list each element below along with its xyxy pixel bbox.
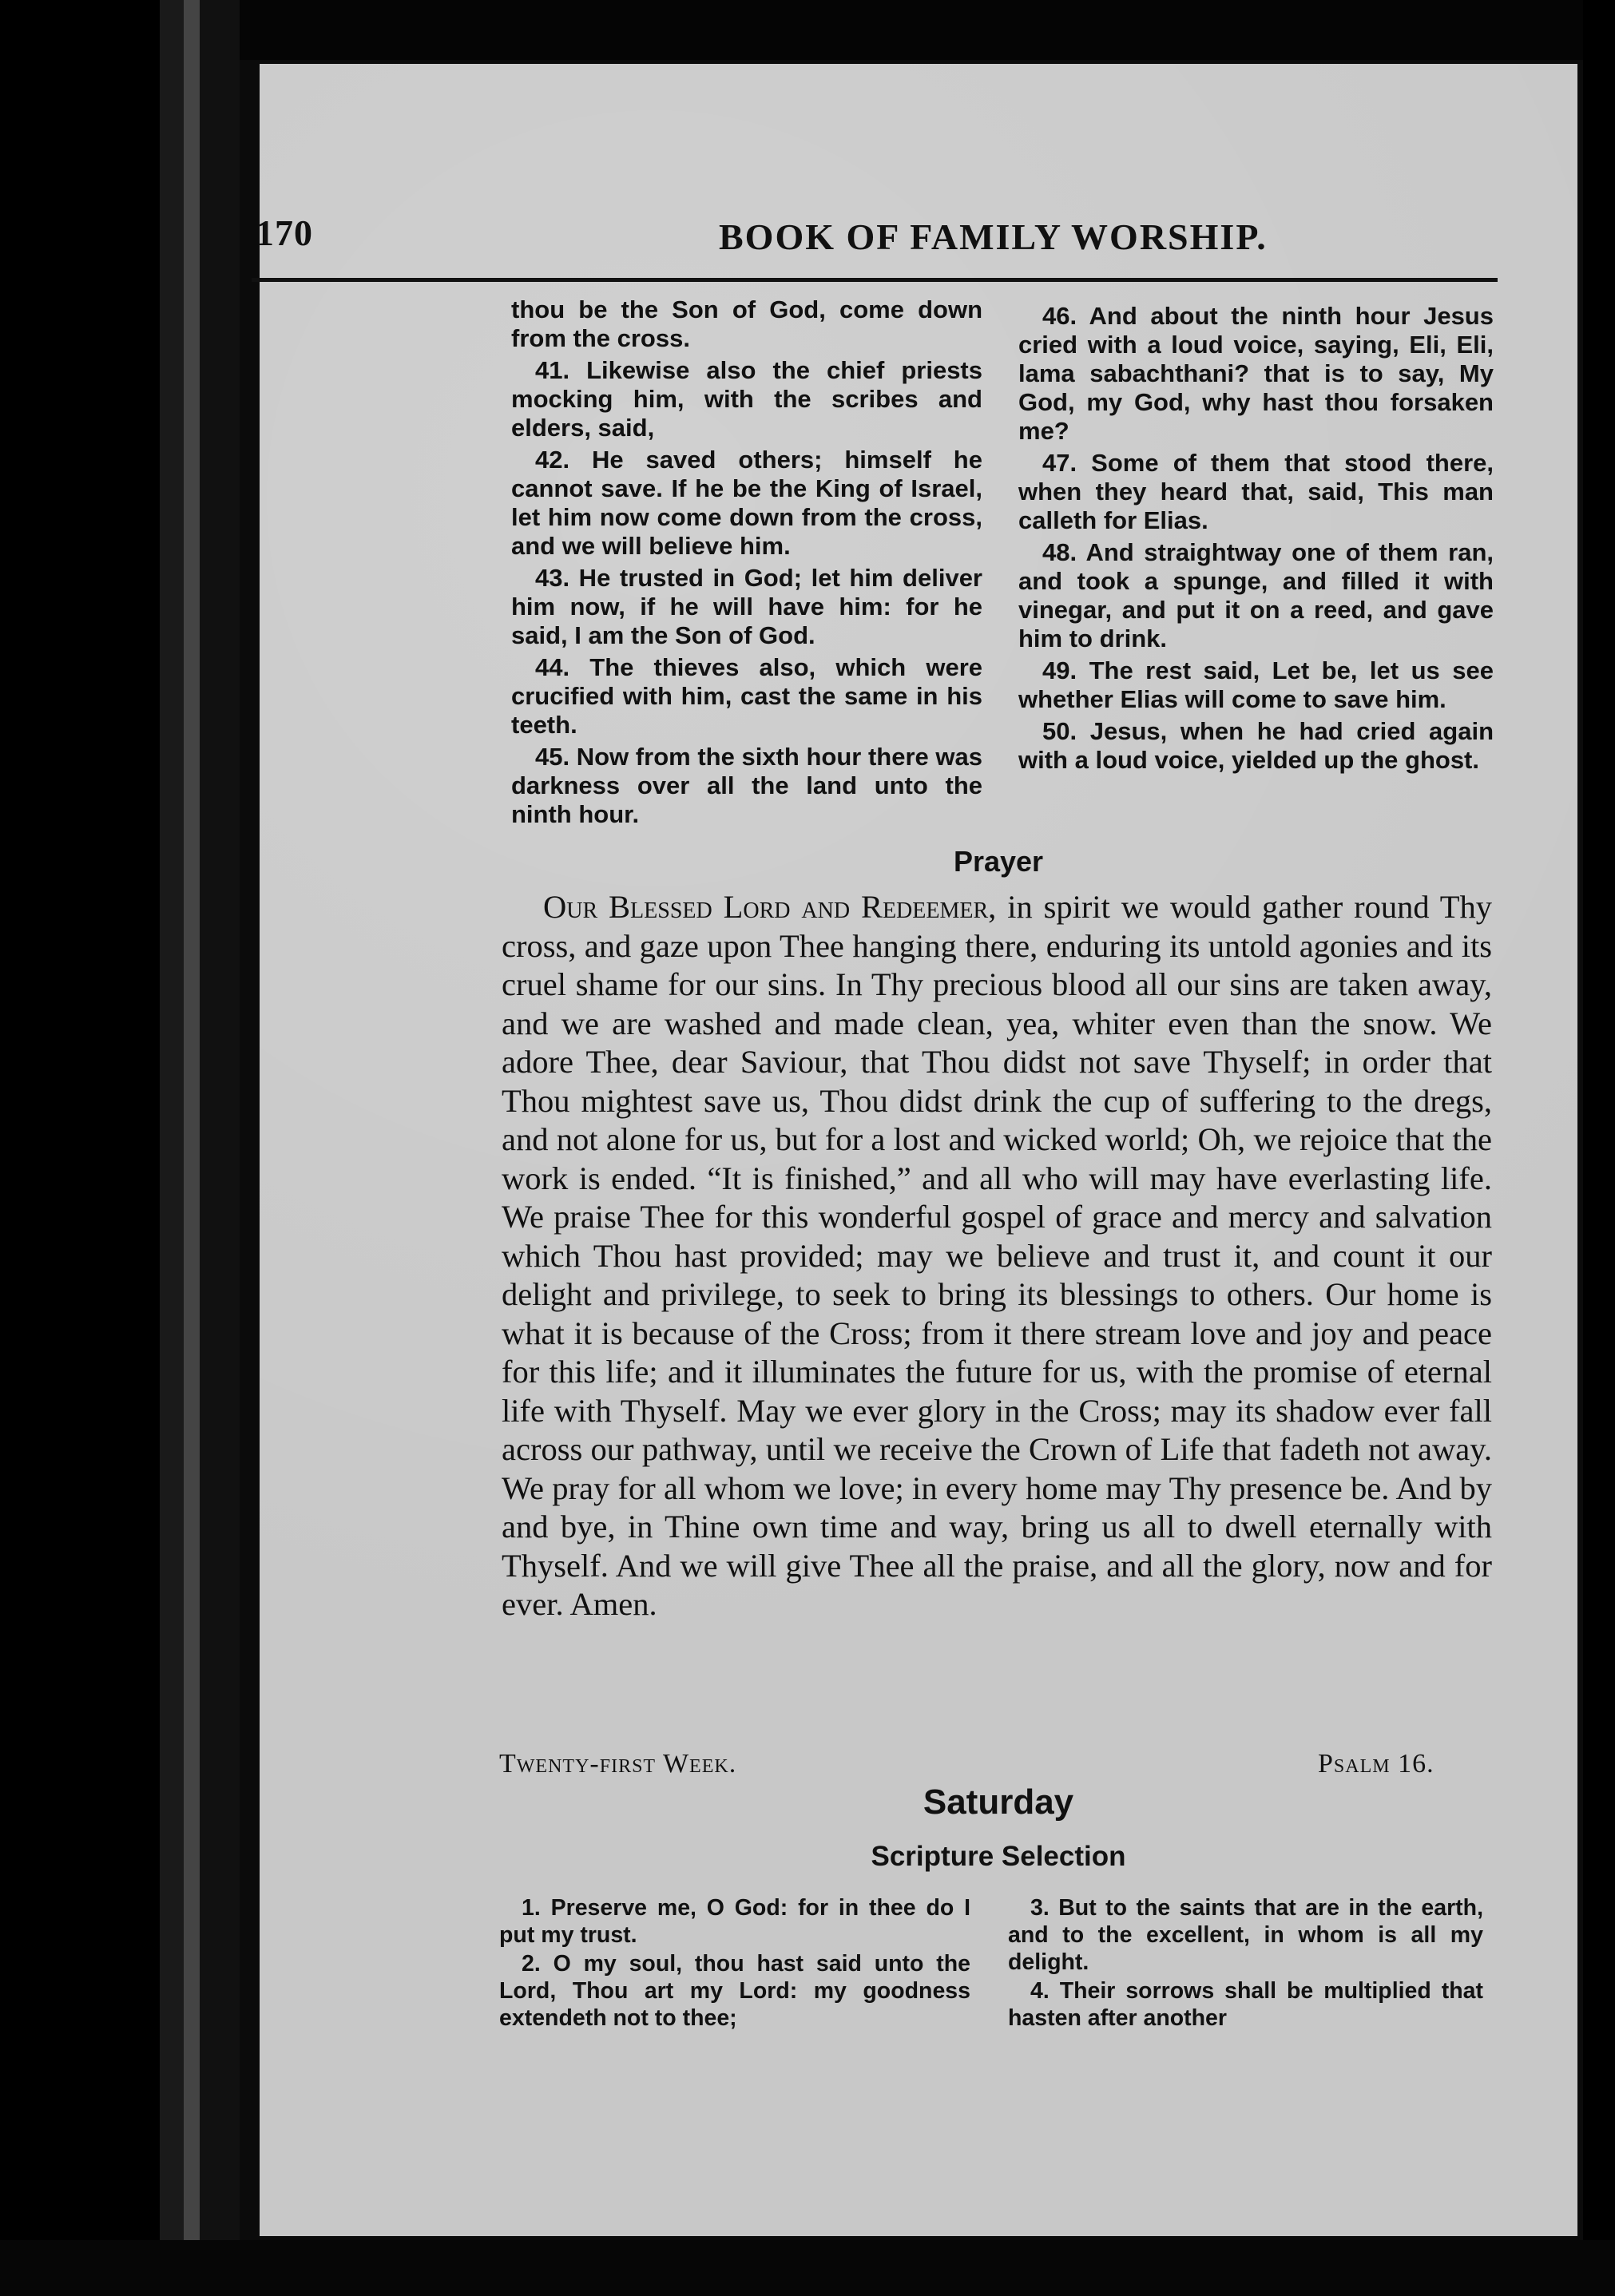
week-label: Twenty-first Week. — [499, 1749, 737, 1779]
header-rule — [252, 278, 1498, 282]
verse: 48. And straightway one of them ran, and took a spunge, and filled it with vinegar, and put it on a reed, and gave him to drink. — [1018, 538, 1494, 652]
scan-border-top — [0, 0, 1615, 60]
scripture-verse: 4. Their sorrows shall be multiplied that hasten after another — [1008, 1978, 1483, 2031]
running-title: BOOK OF FAMILY WORSHIP. — [719, 216, 1268, 257]
page-number: 170 — [256, 212, 313, 253]
verse: 42. He saved others; himself he cannot save. If he be the King of Israel, let him now come down from the cross, and we will believe him. — [511, 446, 982, 560]
scripture-verse: 2. O my soul, thou hast said unto the Lord, Thou art my Lord: my goodness extendeth not to thee; — [499, 1951, 970, 2031]
prayer-body: in spirit we would gather round Thy cross, and gaze upon Thee hanging there, enduring its untold agonies and its cruel shame for our sins. In Thy precious blood all our sins are taken away, and we are washed and made clean, yea, whiter even than the snow. We adore Thee, dear Saviour, that Thou didst not save Thyself; in order that Thou mightest save us, Thou didst drink the cup of suffering to the dregs, and not alone for us, but for a lost and wicked world; Oh, we rejoice that the work is ended. “It is finished,” and all who will may have everlasting life. We praise Thee for this wonderful gospel of grace and mercy and salvation which Thou hast provided; may we believe and trust it, and count it our delight and privilege, to seek to bring its blessings to others. Our home is what it is because of the Cross; from it there stream love and joy and peace for this life; and it illuminates the future for us, with the promise of eternal life with Thyself. May we ever glory in the Cross; may its shadow ever fall across our pathway, until we receive the Crown of Life that fadeth not away. We pray for all whom we love; in every home may Thy presence be. And by and bye, in Thine own time and way, bring us all to dwell eternally with Thyself. And we will give Thee all the praise, and all the glory, now and for ever. Amen. — [502, 889, 1492, 1622]
verse: 47. Some of them that stood there, when they heard that, said, This man calleth for Elias. — [1018, 449, 1494, 534]
verse: 43. He trusted in God; let him deliver him now, if he will have him: for he said, I am the Son of God. — [511, 564, 982, 649]
verse: 41. Likewise also the chief priests mocking him, with the scribes and elders, said, — [511, 356, 982, 442]
scan-border-right — [1583, 0, 1615, 2296]
verse: 49. The rest said, Let be, let us see whether Elias will come to save him. — [1018, 656, 1494, 713]
scripture-verse: 1. Preserve me, O God: for in thee do I put my trust. — [499, 1895, 970, 1948]
verse-column-right — [1018, 302, 1494, 778]
scripture-selection-heading: Scripture Selection — [871, 1841, 1126, 1872]
prayer-opening: Our Blessed Lord and Redeemer, — [543, 889, 997, 925]
scripture-verse: 3. But to the saints that are in the earth, and to the excellent, in whom is all my delight. — [1008, 1895, 1483, 1975]
scripture-column-left — [499, 1894, 970, 2033]
psalm-label: Psalm 16. — [1318, 1749, 1434, 1779]
verse: 44. The thieves also, which were crucified with him, cast the same in his teeth. — [511, 653, 982, 739]
verse-column-left — [511, 295, 982, 832]
verse: 50. Jesus, when he had cried again with a loud voice, yielded up the ghost. — [1018, 717, 1494, 774]
scan-border-bottom — [0, 2240, 1615, 2296]
verse: thou be the Son of God, come down from the cross. — [511, 295, 982, 352]
scripture-column-right — [1008, 1894, 1483, 2033]
prayer-heading: Prayer — [953, 845, 1044, 878]
prayer-paragraph — [502, 888, 1492, 1624]
verse: 45. Now from the sixth hour there was darkness over all the land unto the ninth hour. — [511, 743, 982, 828]
day-heading: Saturday — [923, 1782, 1074, 1822]
verse: 46. And about the ninth hour Jesus cried with a loud voice, saying, Eli, Eli, lama sabachthani? that is to say, My God, my God, why hast thou forsaken me? — [1018, 302, 1494, 445]
book-binding-edge — [0, 0, 240, 2296]
